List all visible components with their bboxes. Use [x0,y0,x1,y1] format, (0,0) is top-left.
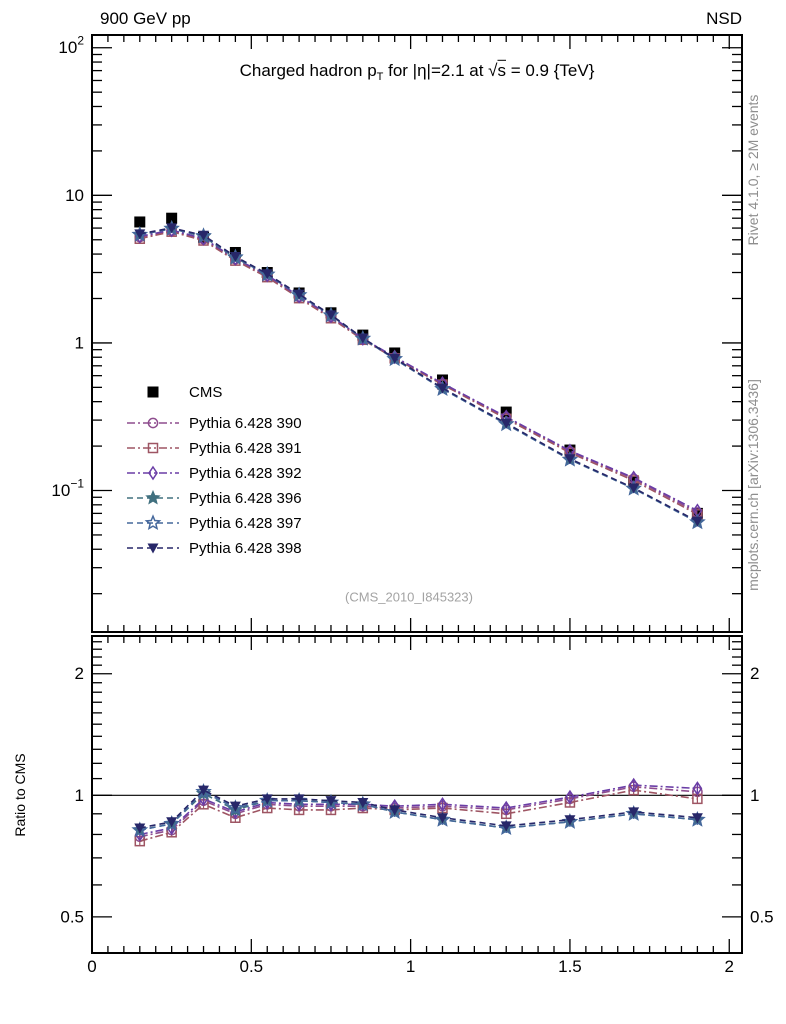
svg-text:1: 1 [405,957,416,976]
svg-text:1: 1 [74,785,84,805]
svg-text:2: 2 [724,957,734,976]
svg-text:10−1: $10^{-1}$ [51,476,84,501]
svg-text:Pythia 6.428 390: Pythia 6.428 390 [189,414,302,432]
legend-item [127,540,302,557]
svg-text:0.5: 0.5 [60,907,84,927]
svg-text:10: 10 [65,185,84,205]
legend-item [127,440,302,457]
svg-text:1: 1 [750,785,760,805]
legend-item [148,384,223,401]
svg-text:Pythia 6.428 391: Pythia 6.428 391 [189,439,302,457]
header-beam-energy: 900 GeV pp [100,9,191,28]
svg-text:102: $10^2$ [58,33,84,58]
svg-text:0.5: 0.5 [750,907,774,927]
analysis-watermark: (CMS_2010_I845323) [345,589,473,605]
sqrt-symbol: √ [488,60,498,80]
svg-text:1.5: 1.5 [558,957,582,976]
legend-item [127,490,302,507]
legend-item [127,415,302,432]
svg-text:2: 2 [750,664,760,684]
side-note-mcplots: mcplots.cern.ch [arXiv:1306.3436] [745,379,761,591]
svg-text:1: 1 [74,333,84,353]
series-pythia-6-428-390 [135,226,702,841]
title-post: = 0.9 {TeV} [506,60,595,80]
title-mid: for |η|=2.1 at [383,60,489,80]
svg-text:Pythia 6.428 398: Pythia 6.428 398 [189,539,302,557]
sqrt-arg: s [497,60,506,80]
svg-text:0: 0 [87,957,97,976]
svg-text:0.5: 0.5 [239,957,264,976]
ratio-axis-title: Ratio to CMS [12,753,28,837]
svg-text:Pythia 6.428 396: Pythia 6.428 396 [189,489,302,507]
panel-frame [92,636,742,953]
legend [127,384,302,557]
header-event-class: NSD [706,9,742,28]
legend-item [127,465,302,482]
svg-text:2: 2 [74,664,84,684]
side-note-rivet: Rivet 4.1.0, ≥ 2M events [745,94,761,246]
plot-title [240,61,595,83]
title-subscript: T [376,71,384,84]
svg-text:Pythia 6.428 392: Pythia 6.428 392 [189,464,302,482]
legend-item [127,515,302,532]
title-pre: Charged hadron p [239,60,377,80]
svg-text:Pythia 6.428 397: Pythia 6.428 397 [189,514,302,532]
series-pythia-6-428-391 [135,227,702,846]
series-pythia-6-428-392 [136,224,702,840]
svg-text:CMS: CMS [189,383,223,401]
